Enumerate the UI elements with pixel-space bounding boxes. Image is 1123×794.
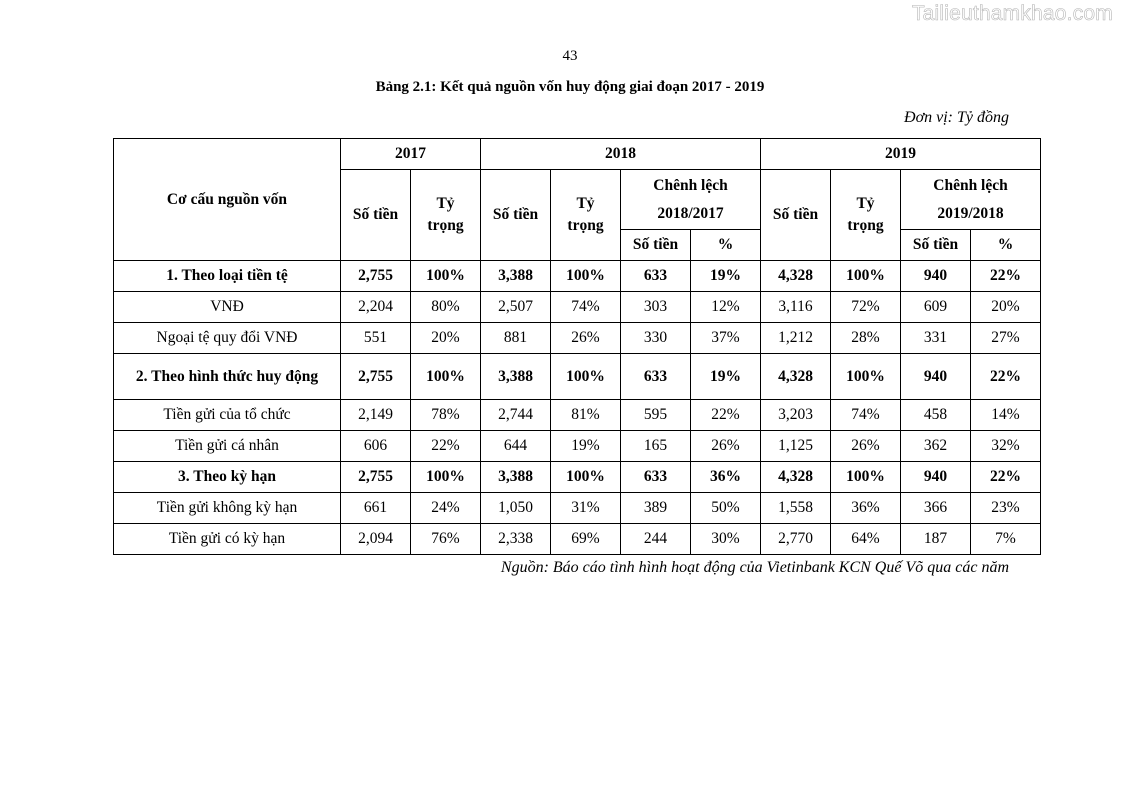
cell-value: 2,770	[761, 524, 831, 555]
unit-note: Đơn vị: Tỷ đồng	[904, 109, 1009, 126]
header-ratio-line2: trọng	[427, 217, 464, 234]
cell-value: 22%	[411, 431, 481, 462]
cell-value: 32%	[971, 431, 1041, 462]
funding-table	[113, 138, 1041, 555]
cell-value: 30%	[691, 524, 761, 555]
header-ratio-line2: trọng	[847, 217, 884, 234]
cell-value: 1,212	[761, 323, 831, 354]
cell-value: 2,755	[341, 261, 411, 292]
cell-value: 14%	[971, 400, 1041, 431]
cell-value: 331	[901, 323, 971, 354]
table-row	[114, 400, 1041, 431]
cell-value: 940	[901, 354, 971, 400]
cell-value: 36%	[691, 462, 761, 493]
cell-value: 389	[621, 493, 691, 524]
row-label: 2. Theo hình thức huy động	[114, 354, 341, 400]
cell-value: 633	[621, 462, 691, 493]
header-structure: Cơ cấu nguồn vốn	[114, 139, 341, 261]
cell-value: 303	[621, 292, 691, 323]
cell-value: 19%	[551, 431, 621, 462]
cell-value: 19%	[691, 354, 761, 400]
cell-value: 20%	[411, 323, 481, 354]
row-label: VNĐ	[114, 292, 341, 323]
cell-value: 22%	[971, 261, 1041, 292]
cell-value: 3,388	[481, 354, 551, 400]
header-diff-2019-pct: %	[971, 230, 1041, 261]
header-2019-amount: Số tiền	[761, 170, 831, 261]
cell-value: 2,755	[341, 462, 411, 493]
cell-value: 633	[621, 261, 691, 292]
header-diff-2018-pct: %	[691, 230, 761, 261]
cell-value: 36%	[831, 493, 901, 524]
cell-value: 330	[621, 323, 691, 354]
cell-value: 26%	[551, 323, 621, 354]
cell-value: 458	[901, 400, 971, 431]
cell-value: 4,328	[761, 354, 831, 400]
cell-value: 24%	[411, 493, 481, 524]
cell-value: 644	[481, 431, 551, 462]
cell-value: 609	[901, 292, 971, 323]
cell-value: 4,328	[761, 462, 831, 493]
cell-value: 100%	[551, 261, 621, 292]
header-year-2017: 2017	[341, 139, 481, 170]
cell-value: 64%	[831, 524, 901, 555]
header-row-years	[114, 139, 1041, 170]
cell-value: 551	[341, 323, 411, 354]
row-label: Tiền gửi cá nhân	[114, 431, 341, 462]
table-row	[114, 493, 1041, 524]
header-ratio-line1: Tỷ	[576, 195, 595, 212]
cell-value: 3,388	[481, 462, 551, 493]
header-2018-amount: Số tiền	[481, 170, 551, 261]
table-body	[114, 261, 1041, 555]
cell-value: 100%	[411, 261, 481, 292]
cell-value: 50%	[691, 493, 761, 524]
header-diff-2018	[621, 170, 761, 230]
cell-value: 4,328	[761, 261, 831, 292]
row-label: Ngoại tệ quy đổi VNĐ	[114, 323, 341, 354]
cell-value: 187	[901, 524, 971, 555]
header-ratio-line1: Tỷ	[436, 195, 455, 212]
header-diff-period: 2019/2018	[937, 204, 1004, 222]
cell-value: 37%	[691, 323, 761, 354]
cell-value: 362	[901, 431, 971, 462]
header-diff-2018-amount: Số tiền	[621, 230, 691, 261]
cell-value: 1,558	[761, 493, 831, 524]
page-number: 43	[562, 48, 578, 64]
cell-value: 100%	[831, 354, 901, 400]
cell-value: 26%	[691, 431, 761, 462]
cell-value: 69%	[551, 524, 621, 555]
cell-value: 881	[481, 323, 551, 354]
cell-value: 165	[621, 431, 691, 462]
cell-value: 28%	[831, 323, 901, 354]
cell-value: 2,507	[481, 292, 551, 323]
source-note: Nguồn: Báo cáo tình hình hoạt động của Vietinbank KCN Quế Võ qua các năm	[500, 559, 1009, 576]
cell-value: 72%	[831, 292, 901, 323]
header-year-2019: 2019	[761, 139, 1041, 170]
cell-value: 100%	[831, 462, 901, 493]
table-row	[114, 261, 1041, 292]
cell-value: 940	[901, 462, 971, 493]
header-2017-amount: Số tiền	[341, 170, 411, 261]
cell-value: 2,744	[481, 400, 551, 431]
row-label: Tiền gửi không kỳ hạn	[114, 493, 341, 524]
cell-value: 23%	[971, 493, 1041, 524]
cell-value: 661	[341, 493, 411, 524]
cell-value: 74%	[551, 292, 621, 323]
cell-value: 366	[901, 493, 971, 524]
cell-value: 31%	[551, 493, 621, 524]
watermark: Tailieuthamkhao.com	[911, 2, 1113, 25]
cell-value: 27%	[971, 323, 1041, 354]
cell-value: 100%	[551, 462, 621, 493]
header-2017-ratio	[411, 170, 481, 261]
table-row	[114, 354, 1041, 400]
cell-value: 26%	[831, 431, 901, 462]
cell-value: 81%	[551, 400, 621, 431]
cell-value: 19%	[691, 261, 761, 292]
header-ratio-line2: trọng	[567, 217, 604, 234]
cell-value: 595	[621, 400, 691, 431]
cell-value: 3,116	[761, 292, 831, 323]
cell-value: 940	[901, 261, 971, 292]
cell-value: 633	[621, 354, 691, 400]
header-diff-period: 2018/2017	[657, 204, 724, 222]
cell-value: 22%	[691, 400, 761, 431]
cell-value: 606	[341, 431, 411, 462]
cell-value: 78%	[411, 400, 481, 431]
cell-value: 2,338	[481, 524, 551, 555]
row-label: Tiền gửi có kỳ hạn	[114, 524, 341, 555]
cell-value: 2,755	[341, 354, 411, 400]
cell-value: 2,149	[341, 400, 411, 431]
cell-value: 76%	[411, 524, 481, 555]
cell-value: 3,203	[761, 400, 831, 431]
table-row	[114, 323, 1041, 354]
header-ratio-line1: Tỷ	[856, 195, 875, 212]
cell-value: 244	[621, 524, 691, 555]
cell-value: 12%	[691, 292, 761, 323]
header-2019-ratio	[831, 170, 901, 261]
header-year-2018: 2018	[481, 139, 761, 170]
row-label: 1. Theo loại tiền tệ	[114, 261, 341, 292]
cell-value: 1,125	[761, 431, 831, 462]
cell-value: 80%	[411, 292, 481, 323]
row-label: 3. Theo kỳ hạn	[114, 462, 341, 493]
table-row	[114, 292, 1041, 323]
cell-value: 2,204	[341, 292, 411, 323]
table-row	[114, 462, 1041, 493]
cell-value: 3,388	[481, 261, 551, 292]
cell-value: 2,094	[341, 524, 411, 555]
cell-value: 22%	[971, 462, 1041, 493]
table-title: Bảng 2.1: Kết quả nguồn vốn huy động giai đoạn 2017 - 2019	[375, 79, 765, 95]
cell-value: 22%	[971, 354, 1041, 400]
header-2018-ratio	[551, 170, 621, 261]
table-row	[114, 524, 1041, 555]
cell-value: 100%	[411, 354, 481, 400]
cell-value: 100%	[411, 462, 481, 493]
cell-value: 20%	[971, 292, 1041, 323]
cell-value: 100%	[831, 261, 901, 292]
cell-value: 7%	[971, 524, 1041, 555]
row-label: Tiền gửi của tổ chức	[114, 400, 341, 431]
table-row	[114, 431, 1041, 462]
header-diff-line1: Chênh lệch	[933, 176, 1008, 194]
header-diff-line1: Chênh lệch	[653, 176, 728, 194]
header-diff-2019	[901, 170, 1041, 230]
header-diff-2019-amount: Số tiền	[901, 230, 971, 261]
cell-value: 74%	[831, 400, 901, 431]
cell-value: 100%	[551, 354, 621, 400]
cell-value: 1,050	[481, 493, 551, 524]
